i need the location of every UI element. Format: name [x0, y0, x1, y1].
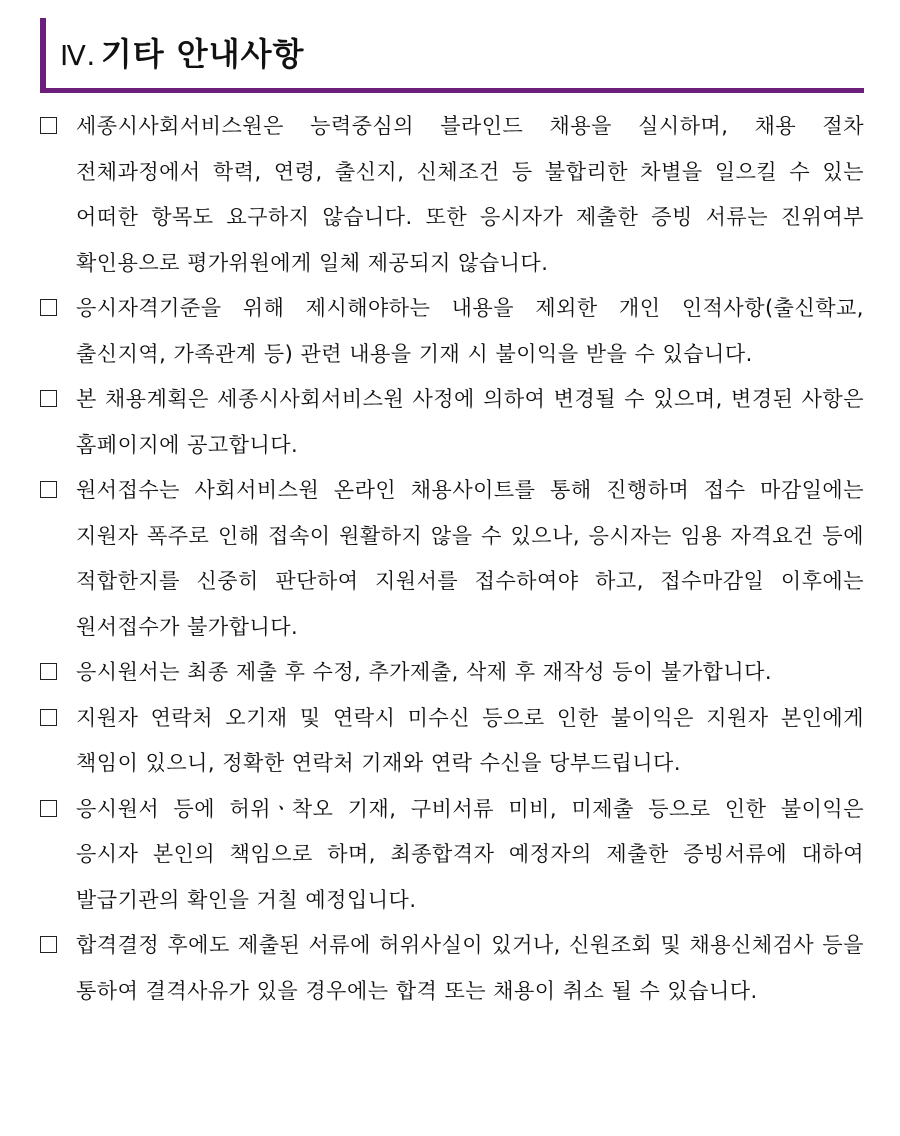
checkbox-icon	[40, 117, 57, 134]
notice-item	[36, 286, 864, 377]
checkbox-icon	[40, 663, 57, 680]
notice-text: 응시원서는 최종 제출 후 수정, 추가제출, 삭제 후 재작성 등이 불가합니다.	[76, 660, 773, 684]
checkbox-icon	[40, 936, 57, 953]
checkbox-icon	[40, 390, 57, 407]
notice-text: 세종시사회서비스원은 능력중심의 블라인드 채용을 실시하며, 채용 절차 전체과정에서 학력, 연령, 출신지, 신체조건 등 불합리한 차별을 일으킬 수 있는 어떠한 항목도 요구하지 않습니다. 또한 응시자가 제출한 증빙 서류는 진위여부 확인용으로 평가위원에게 일체 제공되지 않습니다.	[76, 114, 864, 275]
notice-text: 지원자 연락처 오기재 및 연락시 미수신 등으로 인한 불이익은 지원자 본인에게 책임이 있으니, 정확한 연락처 기재와 연락 수신을 당부드립니다.	[76, 705, 864, 775]
checkbox-icon	[40, 709, 57, 726]
notice-item	[36, 377, 864, 468]
notice-item	[36, 923, 864, 1014]
section-number: Ⅳ.	[60, 39, 96, 72]
notice-text: 본 채용계획은 세종시사회서비스원 사정에 의하여 변경될 수 있으며, 변경된 사항은 홈페이지에 공고합니다.	[76, 387, 864, 457]
notice-list	[36, 104, 864, 1014]
notice-item	[36, 650, 864, 696]
section-title-text: 기타 안내사항	[100, 35, 305, 73]
section-header	[40, 18, 864, 94]
notice-item	[36, 104, 864, 286]
notice-item	[36, 696, 864, 787]
header-accent-bar	[40, 18, 46, 90]
notice-text: 응시원서 등에 허위ㆍ착오 기재, 구비서류 미비, 미제출 등으로 인한 불이익은 응시자 본인의 책임으로 하며, 최종합격자 예정자의 제출한 증빙서류에 대하여 발급기관의 확인을 거칠 예정입니다.	[76, 796, 864, 912]
checkbox-icon	[40, 800, 57, 817]
notice-item	[36, 787, 864, 924]
notice-item	[36, 468, 864, 650]
checkbox-icon	[40, 481, 57, 498]
header-underline	[40, 88, 864, 93]
notice-text: 원서접수는 사회서비스원 온라인 채용사이트를 통해 진행하며 접수 마감일에는 지원자 폭주로 인해 접속이 원활하지 않을 수 있으나, 응시자는 임용 자격요건 등에 적합한지를 신중히 판단하여 지원서를 접수하여야 하고, 접수마감일 이후에는 원서접수가 불가합니다.	[76, 478, 864, 639]
notice-text: 응시자격기준을 위해 제시해야하는 내용을 제외한 개인 인적사항(출신학교, 출신지역, 가족관계 등) 관련 내용을 기재 시 불이익을 받을 수 있습니다.	[76, 296, 864, 366]
checkbox-icon	[40, 299, 57, 316]
section-title	[60, 32, 304, 76]
notice-text: 합격결정 후에도 제출된 서류에 허위사실이 있거나, 신원조회 및 채용신체검사 등을 통하여 결격사유가 있을 경우에는 합격 또는 채용이 취소 될 수 있습니다.	[76, 933, 864, 1003]
